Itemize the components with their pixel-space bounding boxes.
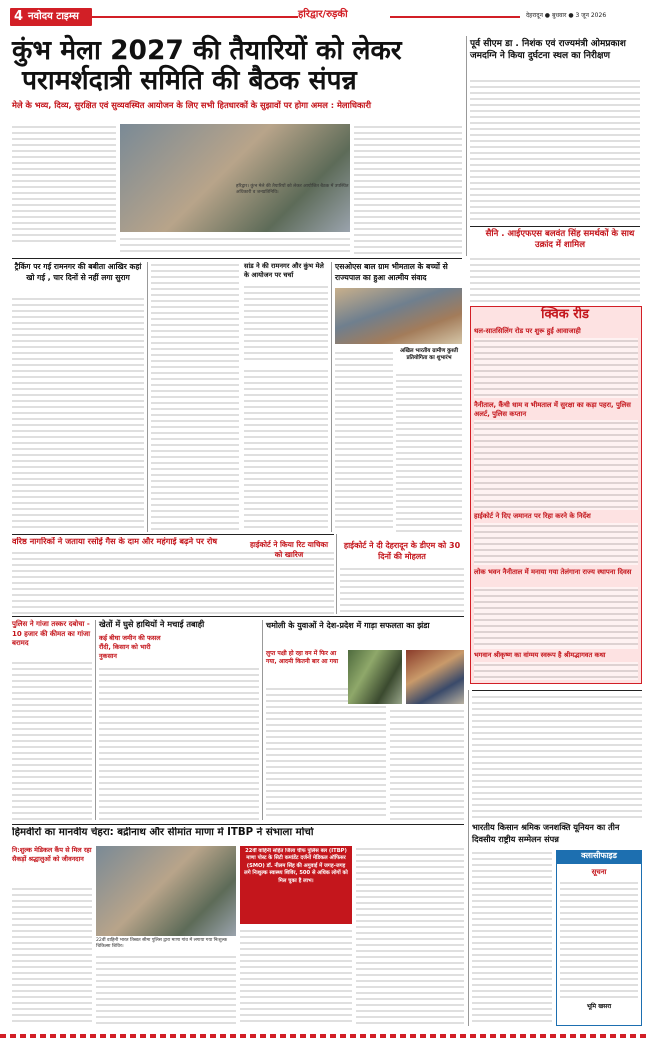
bull-body-2 bbox=[244, 368, 328, 532]
quick-read-item-5: भगवान श्रीकृष्ण का वांग्मय स्वरूप है श्रीमद्भागवत कथा bbox=[474, 651, 606, 659]
itbp-body-col3 bbox=[240, 928, 352, 1026]
senior-headline: सैनि . आईएफएस बलवंत सिंह समर्थकों के साथ उक्रांद में शामिल bbox=[485, 229, 635, 250]
elephant-kicker: कई बीघा जमीन की फसल रौंदी, किसान को भारी नुकसान bbox=[99, 634, 161, 660]
sos-photo bbox=[335, 288, 462, 344]
ganja-headline: पुलिस ने गांजा तस्कर दबोचा - 10 हजार की कीमत का गांजा बरामद bbox=[12, 620, 91, 647]
chamoli-kicker: लुप्त पक्षी हो रहा वन में फिर आ गया, आदमी कितनी बार आ गया bbox=[266, 650, 339, 666]
chamoli-body bbox=[266, 686, 386, 820]
itbp-photo bbox=[96, 846, 236, 936]
bull-body bbox=[244, 284, 328, 364]
sos-body bbox=[335, 350, 393, 532]
senior-citizen-headline: वरिष्ठ नागरिकों ने जताया रसोई गैस के दाम और महंगाई बढ़ने पर रोष bbox=[12, 537, 218, 546]
classified-subtitle: सूचना bbox=[591, 868, 607, 876]
quick-read-body-2 bbox=[474, 420, 638, 510]
hc-deadline-body bbox=[340, 566, 464, 614]
itbp-highlight-text: 22वीं वाहिनी सहित जिला चीफ पुलिस बल (ITBP) माणा पोस्ट के सिटी कमांडेंट दर्जनों मेडिकल ऑफिसर (SMO) डॉ. नीलम सिंह की अगुवाई में जगह-जगह लगे निःशुल्क स्वास्थ्य शिविर, 500 से अधिक लोगों को मिल चुका है लाभ। bbox=[244, 848, 348, 884]
lead-body-col3 bbox=[120, 236, 350, 256]
itbp-body-col2 bbox=[96, 954, 236, 1026]
senior-body bbox=[470, 256, 640, 302]
lead-body-col1 bbox=[12, 124, 116, 242]
chamoli-photo-1 bbox=[348, 650, 402, 704]
divider-trucking bbox=[147, 262, 148, 532]
bull-headline: सांड ने की रामनगर और कुंभ मेले के आयोजन पर चर्चा bbox=[244, 262, 324, 279]
quick-read-body-1 bbox=[474, 338, 638, 398]
column-divider-right bbox=[466, 36, 467, 256]
lead-headline-line2: परामर्शदात्री समिति की बैठक संपन्न bbox=[22, 65, 357, 96]
farmers-rule bbox=[472, 690, 642, 691]
masthead bbox=[0, 0, 650, 34]
right-top-rule bbox=[470, 226, 640, 227]
lead-subhead: मेले के भव्य, दिव्य, सुरक्षित एवं सुव्यवस्थित आयोजन के लिए सभी हितधारकों के सुझावों पर होगा अमल : मेलाधिकारी bbox=[12, 100, 372, 110]
trucking-body bbox=[12, 296, 144, 532]
farmers-body bbox=[472, 850, 552, 1026]
chamoli-photo-2 bbox=[406, 650, 464, 704]
ganja-body bbox=[12, 660, 92, 820]
row2-rule bbox=[12, 258, 462, 259]
farmers-top-body bbox=[472, 694, 642, 818]
mid-col-body bbox=[151, 262, 239, 532]
classified-notice-heading: भूमि खसरा bbox=[586, 1003, 612, 1010]
divider-ganja bbox=[95, 620, 96, 820]
divider-hc bbox=[336, 534, 337, 614]
edition-date: देहरादून ● बुधवार ● 3 जून 2026 bbox=[526, 12, 607, 19]
classified-title: क्लासीफाइड bbox=[581, 851, 617, 860]
lead-photo-caption: हरिद्वार। कुंभ मेले की तैयारियों को लेकर आयोजित बैठक में उपस्थित अधिकारी व जनप्रतिनिधि। bbox=[236, 184, 349, 195]
elephant-headline: खेतों में घुसे हाथियों ने मचाई तबाही bbox=[99, 619, 205, 629]
chamoli-headline: चमोली के युवाओं ने देश-प्रदेश में गाड़ा सफलता का झंडा bbox=[266, 621, 430, 630]
hc-petition-headline: हाईकोर्ट ने किया रिट याचिका को खारिज bbox=[249, 540, 329, 559]
divider-farmers bbox=[468, 690, 469, 1026]
hc-deadline-headline: हाईकोर्ट ने दी देहरादून के डीएम को 30 दिनों की मोहलत bbox=[343, 541, 461, 561]
quick-read-body-5 bbox=[474, 662, 638, 680]
right-top-body bbox=[470, 78, 640, 222]
wrestling-body bbox=[396, 372, 462, 532]
trucking-headline: ट्रैकिंग पर गई रामनगर की बबीता आखिर कहां खो गई , चार दिनों से नहीं लगा सुराग bbox=[14, 262, 142, 282]
row5-rule bbox=[12, 824, 464, 825]
itbp-body-col4 bbox=[356, 846, 464, 1026]
itbp-headline: हिमवीरों का मानवीय चेहरा: बद्रीनाथ और सीमांत माणा में ITBP ने संभाला मोर्चा bbox=[12, 827, 314, 838]
footer-rule bbox=[0, 1034, 650, 1038]
quick-read-item-4: लोक भवन नैनीताल में मनाया गया तेलंगाना राज्य स्थापना दिवस bbox=[474, 568, 632, 576]
quick-read-title: क्विक रीड bbox=[541, 307, 589, 322]
itbp-photo-caption: 22वीं वाहिनी भारत तिब्बत सीमा पुलिस द्वारा माणा गांव में लगाया गया निःशुल्क चिकित्सा शिविर। bbox=[96, 938, 228, 949]
wrestling-headline: अखिल भारतीय ग्रामीण कुश्ती प्रतियोगिता का शुभारंभ bbox=[399, 348, 459, 361]
sos-headline: एसओएस बाल ग्राम भीमताल के बच्चों से राज्यपाल का हुआ आत्मीय संवाद bbox=[335, 262, 448, 282]
divider-sos bbox=[331, 262, 332, 532]
masthead-rule-right bbox=[390, 16, 520, 18]
quick-read-item-1: थल-सातसिलिंग रोड पर शुरू हुई आवाजाही bbox=[474, 327, 581, 335]
quick-read-item-3: हाईकोर्ट ने दिए जमानत पर रिहा करने के निर्देश bbox=[474, 512, 591, 520]
quick-read-body-3 bbox=[474, 523, 638, 565]
lead-body-col4 bbox=[354, 124, 462, 256]
paper-name: नवोदय टाइम्स bbox=[28, 11, 79, 22]
lead-headline-line1: कुंभ मेला 2027 की तैयारियों को लेकर bbox=[12, 35, 402, 66]
quick-read-item-2: नैनीताल, कैंची धाम व भीमताल में सुरक्षा का कड़ा पहरा, पुलिस अलर्ट, पुलिस कप्तान bbox=[474, 401, 631, 418]
farmers-headline: भारतीय किसान श्रमिक जनशक्ति यूनियन का तीन दिवसीय राष्ट्रीय सम्मेलन संपन्न bbox=[472, 822, 620, 844]
divider-chamoli bbox=[262, 620, 263, 820]
row4-rule bbox=[12, 616, 464, 617]
elephant-body bbox=[99, 666, 259, 820]
page-number: 4 bbox=[14, 9, 24, 24]
quick-read-body-4 bbox=[474, 587, 638, 649]
right-top-headline: पूर्व सीएम डा . निशंक एवं राज्यमंत्री ओमप्रकाश जमदग्नि ने किया दुर्घटना स्थल का निरीक्षण bbox=[470, 39, 626, 61]
row3-rule bbox=[12, 534, 334, 535]
masthead-rule bbox=[92, 16, 298, 18]
lead-photo bbox=[120, 124, 350, 232]
section-name: हरिद्वार/रुड़की bbox=[298, 9, 348, 20]
itbp-body-col1 bbox=[12, 886, 92, 1026]
classified-body bbox=[560, 880, 638, 1000]
itbp-kicker: नि:शुल्क मेडिकल कैंप से मिल रहा सैकड़ों श्रद्धालुओं को जीवनदान bbox=[12, 846, 92, 863]
chamoli-body-2 bbox=[390, 708, 464, 820]
